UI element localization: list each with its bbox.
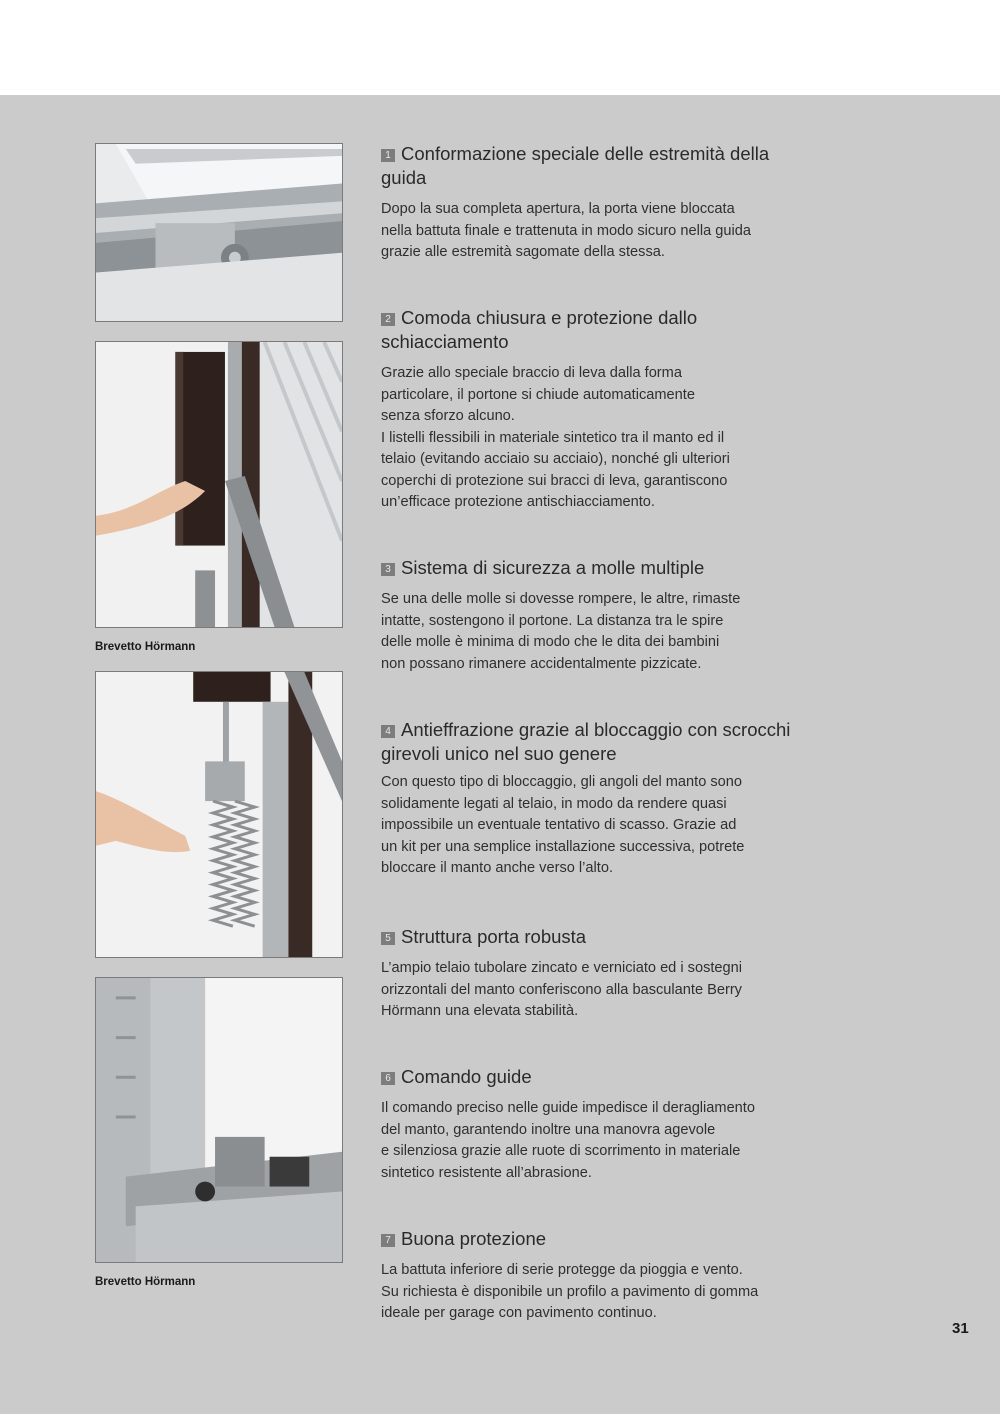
section-body: Con questo tipo di bloccaggio, gli angoli del manto sono solidamente legati al telaio, in modo da rendere quasi impossibile un eventuale tentativo di scasso. Grazie ad un kit per una semplice installazione successiva, potrete bloccare il manto anche verso l’alto. bbox=[381, 774, 745, 876]
section-guide-control bbox=[381, 1065, 801, 1184]
photo-caption-2: Brevetto Hörmann bbox=[95, 641, 196, 653]
section-title bbox=[381, 1065, 801, 1089]
section-title bbox=[381, 718, 801, 766]
photo-lever-arm bbox=[95, 341, 343, 628]
section-number: 6 bbox=[381, 1072, 395, 1085]
section-anti-burglary bbox=[381, 718, 801, 880]
section-title bbox=[381, 142, 801, 190]
photo-guide-end bbox=[95, 143, 343, 322]
section-number: 3 bbox=[381, 563, 395, 576]
section-guide-end bbox=[381, 142, 801, 264]
section-title bbox=[381, 556, 801, 580]
section-title-text: Buona protezione bbox=[401, 1228, 547, 1249]
section-title-text: Comando guide bbox=[401, 1066, 532, 1087]
section-number: 5 bbox=[381, 932, 395, 945]
section-title-text: Struttura porta robusta bbox=[401, 926, 587, 947]
section-title-text: Antieffrazione grazie al bloccaggio con scrocchi girevoli unico nel suo genere bbox=[381, 719, 791, 764]
photo-caption-4: Brevetto Hörmann bbox=[95, 1276, 196, 1288]
photo-lock-mechanism bbox=[95, 977, 343, 1263]
section-title-text: Comoda chiusura e protezione dallo schiacciamento bbox=[381, 307, 698, 352]
page-number: 31 bbox=[952, 1320, 969, 1337]
section-title bbox=[381, 306, 801, 354]
section-title bbox=[381, 1227, 801, 1251]
section-number: 2 bbox=[381, 313, 395, 326]
section-body: Grazie allo speciale braccio di leva dalla forma particolare, il portone si chiude automaticamente senza sforzo alcuno. I listelli flessibili in materiale sintetico tra il manto ed il telaio (evitando acciaio su acciaio), nonché gli ulteriori coperchi di protezione sui bracci di leva, garantiscono un’efficace protezione antischiacciamento. bbox=[381, 365, 730, 510]
section-title-text: Sistema di sicurezza a molle multiple bbox=[401, 557, 705, 578]
section-body: Il comando preciso nelle guide impedisce il deragliamento del manto, garantendo inoltre una manovra agevole e silenziosa grazie alle ruote di scorrimento in materiale sintetico resistente all’abrasione. bbox=[381, 1100, 755, 1181]
photo-springs bbox=[95, 671, 343, 958]
section-good-protection bbox=[381, 1227, 801, 1325]
section-body: La battuta inferiore di serie protegge da pioggia e vento. Su richiesta è disponibile un profilo a pavimento di gomma ideale per garage con pavimento continuo. bbox=[381, 1262, 759, 1321]
section-number: 1 bbox=[381, 149, 395, 162]
section-body: Se una delle molle si dovesse rompere, le altre, rimaste intatte, sostengono il portone. La distanza tra le spire delle molle è minima di modo che le dita dei bambini non possano rimanere accidentalmente pizzicate. bbox=[381, 591, 741, 672]
section-number: 4 bbox=[381, 725, 395, 738]
section-closing-protection bbox=[381, 306, 801, 514]
section-body: Dopo la sua completa apertura, la porta viene bloccata nella battuta finale e trattenuta in modo sicuro nella guida grazie alle estremità sagomate della stessa. bbox=[381, 201, 751, 260]
section-robust-structure bbox=[381, 925, 801, 1023]
section-title-text: Conformazione speciale delle estremità della guida bbox=[381, 143, 770, 188]
section-body: L’ampio telaio tubolare zincato e verniciato ed i sostegni orizzontali del manto conferiscono alla basculante Berry Hörmann una elevata stabilità. bbox=[381, 960, 743, 1019]
section-multiple-springs bbox=[381, 556, 801, 675]
section-title bbox=[381, 925, 801, 949]
section-number: 7 bbox=[381, 1234, 395, 1247]
